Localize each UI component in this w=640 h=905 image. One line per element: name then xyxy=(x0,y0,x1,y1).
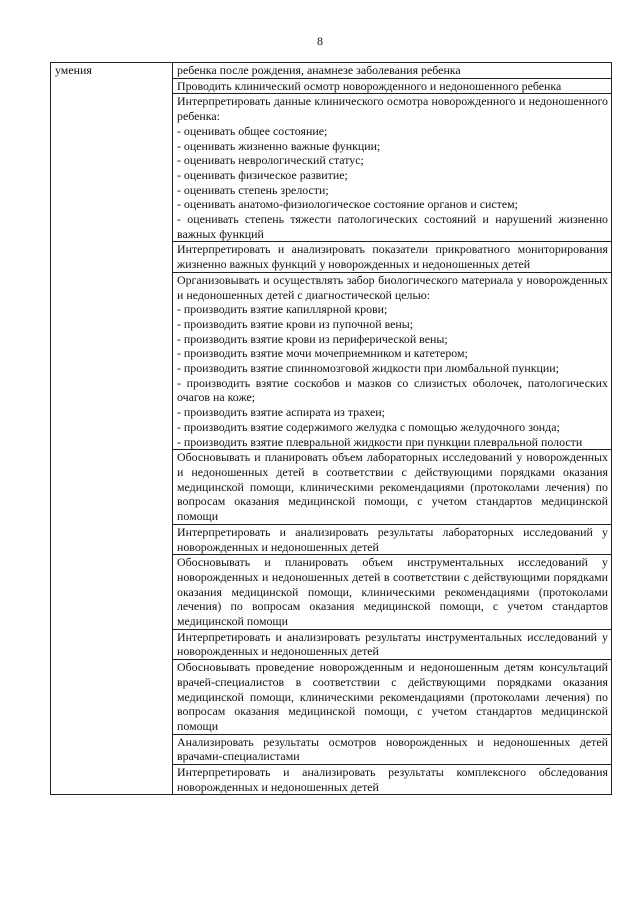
skill-subitem: - производить взятие мочи мочеприемником и катетером; xyxy=(177,346,468,361)
skill-cell xyxy=(173,765,612,795)
skill-text: Интерпретировать данные клинического осмотра новорожденного и недоношенного ребенка: xyxy=(177,94,608,124)
page-number: 8 xyxy=(317,34,323,48)
skill-text: Анализировать результаты осмотров новорожденных и недоношенных детей врачами-специалистами xyxy=(177,734,608,764)
skill-subitem: - оценивать степень тяжести патологических состояний и нарушений жизненно важных функций xyxy=(177,212,608,241)
skill-subitem: - оценивать жизненно важные функции; xyxy=(177,138,381,153)
skill-cell xyxy=(173,734,612,764)
skill-subitem: - оценивать анатомо-физиологическое состояние органов и систем; xyxy=(177,197,518,212)
skill-cell xyxy=(173,450,612,525)
skill-text: Обосновывать и планировать объем инструментальных исследований у новорожденных и недоношенных детей в соответствии с действующими порядками оказания медицинской помощи, клиническими рекомендациями (протоколами лечения) по вопросам оказания медицинской помощи, с учетом стандартов медицинской помощи xyxy=(177,555,608,629)
skill-text: Обосновывать проведение новорожденным и недоношенным детям консультаций врачей-специалистов в соответствии с действующими порядками оказания медицинской помощи, клиническими рекомендациями (протоколами лечения) по вопросам оказания медицинской помощи, с учетом стандартов медицинской помощи xyxy=(177,660,608,733)
table-row xyxy=(51,63,612,79)
skill-subitem: - оценивать физическое развитие; xyxy=(177,167,348,182)
skill-cell xyxy=(173,629,612,659)
skill-cell xyxy=(173,78,612,94)
skill-subitem: - производить взятие аспирата из трахеи; xyxy=(177,405,385,420)
category-label: умения xyxy=(55,63,92,77)
skill-subitem: - оценивать неврологический статус; xyxy=(177,153,364,168)
skill-subitem: - производить взятие соскобов и мазков со слизистых оболочек, патологических очагов на коже; xyxy=(177,375,608,405)
skill-text: Обосновывать и планировать объем лабораторных исследований у новорожденных и недоношенных детей в соответствии с действующими порядками оказания медицинской помощи, клиническими рекомендациями (протоколами лечения) по вопросам оказания медицинской помощи, с учетом стандартов медицинской помощи xyxy=(177,450,608,524)
skill-subitem: - оценивать степень зрелости; xyxy=(177,182,329,197)
skill-text: Проводить клинический осмотр новорожденного и недоношенного ребенка xyxy=(177,78,562,93)
skill-cell xyxy=(173,94,612,242)
skills-table xyxy=(50,62,612,795)
skill-subitem: - производить взятие капиллярной крови; xyxy=(177,302,388,317)
skill-cell xyxy=(173,272,612,449)
category-cell xyxy=(51,63,173,795)
skill-text: Интерпретировать и анализировать результаты лабораторных исследований у новорожденных и недоношенных детей xyxy=(177,524,608,554)
skill-cell xyxy=(173,242,612,272)
skill-text: Интерпретировать и анализировать результаты комплексного обследования новорожденных и недоношенных детей xyxy=(177,765,608,794)
skill-text: Интерпретировать и анализировать показатели прикроватного мониторирования жизненно важных функций у новорожденных и недоношенных детей xyxy=(177,242,608,272)
skill-subitem: - производить взятие крови из периферической вены; xyxy=(177,331,448,346)
skill-subitem: - производить взятие крови из пупочной вены; xyxy=(177,316,414,331)
skill-subitem: - производить взятие плевральной жидкости при пункции плевральной полости xyxy=(177,434,583,449)
skill-cell xyxy=(173,524,612,554)
skill-text: Интерпретировать и анализировать результаты инструментальных исследований у новорожденных и недоношенных детей xyxy=(177,629,608,659)
skill-text: ребенка после рождения, анамнезе заболевания ребенка xyxy=(177,63,461,77)
skill-cell xyxy=(173,555,612,630)
skill-subitem: - производить взятие содержимого желудка с помощью желудочного зонда; xyxy=(177,419,560,434)
skill-subitem: - производить взятие спинномозговой жидкости при люмбальной пункции; xyxy=(177,361,559,376)
skill-text: Организовывать и осуществлять забор биологического материала у новорожденных и недоношенных детей с диагностической целью: xyxy=(177,272,608,302)
skill-cell xyxy=(173,63,612,79)
skill-subitem: - оценивать общее состояние; xyxy=(177,123,328,138)
skill-cell xyxy=(173,660,612,735)
